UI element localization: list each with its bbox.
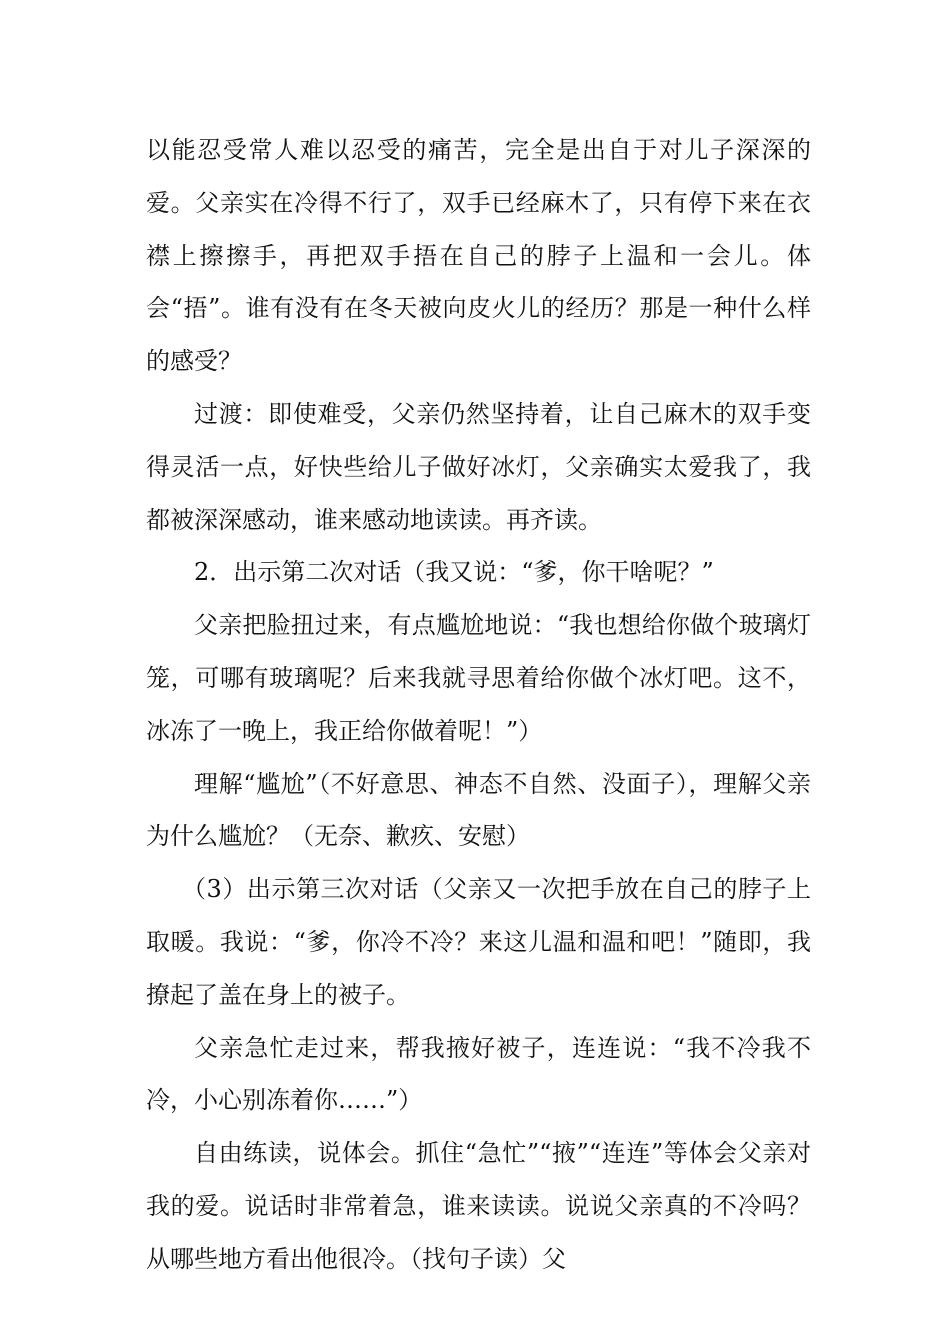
paragraph-understand-awkward: 理解“尴尬”（不好意思、神态不自然、没面子），理解父亲为什么尴尬？（无奈、歉疚、安慰） [146,769,811,851]
paragraph-second-dialogue: 2．出示第二次对话（我又说：“爹，你干啥呢？” [194,558,714,587]
paragraph-transition: 过渡：即使难受，父亲仍然坚持着，让自己麻木的双手变得灵活一点，好快些给儿子做好冰灯，父亲确实太爱我了，我都被深深感动，谁来感动地读读。再齐读。 [146,399,811,534]
paragraph-third-dialogue: （3）出示第三次对话（父亲又一次把手放在自己的脖子上取暖。我说：“爹，你冷不冷？来这儿温和温和吧！”随即，我撩起了盖在身上的被子。 [146,875,811,1009]
paragraph-free-reading: 自由练读，说体会。抓住“急忙”“掖”“连连”等体会父亲对我的爱。说话时非常着急，谁来读读。说说父亲真的不冷吗？从哪些地方看出他很冷。（找句子读）父 [146,1139,811,1273]
document-body [146,124,811,1286]
paragraph-father-reply: 父亲把脸扭过来，有点尴尬地说：“我也想给你做个玻璃灯笼，可哪有玻璃呢？后来我就寻思着给你做个冰灯吧。这不，冰冻了一晚上，我正给你做着呢！”） [146,611,811,745]
paragraph-father-not-cold: 父亲急忙走过来，帮我掖好被子，连连说：“我不冷我不冷，小心别冻着你……”） [146,1033,811,1115]
paragraph-continuation: 以能忍受常人难以忍受的痛苦，完全是出自于对儿子深深的爱。父亲实在冷得不行了，双手已经麻木了，只有停下来在衣襟上擦擦手，再把双手捂在自己的脖子上温和一会儿。体会“捂”。谁有没有在冬天被向皮火儿的经历？那是一种什么样的感受？ [146,136,811,376]
